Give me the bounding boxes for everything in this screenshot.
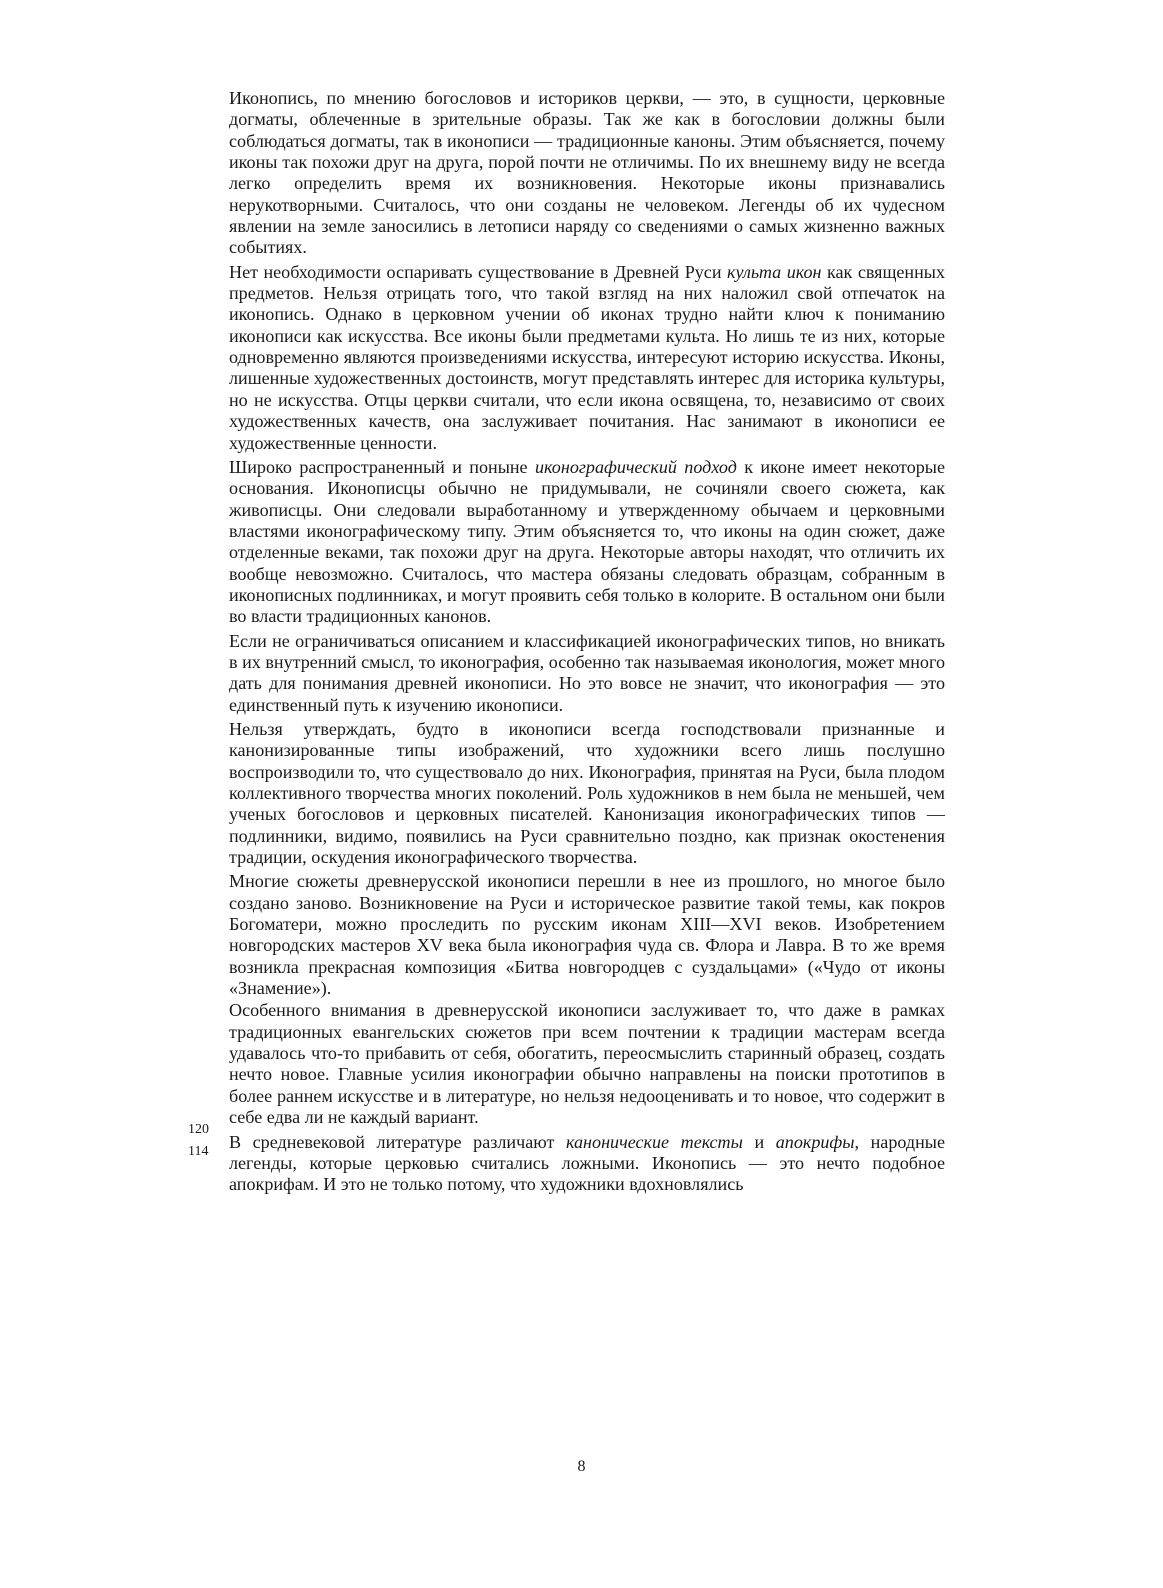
italic-term: культа икон	[727, 261, 822, 282]
paragraph-7	[229, 1000, 945, 1128]
paragraph-5	[229, 719, 945, 868]
margin-note-114: 114	[188, 1144, 209, 1159]
text-run: и	[742, 1131, 776, 1152]
page-number: 8	[577, 1458, 586, 1475]
margin-note-120: 120	[188, 1122, 209, 1137]
text-run: Особенного внимания в древнерусской иконописи заслуживает то, что даже в рамках традиционных евангельских сюжетов при всем почтении к традиции мастерам всегда удавалось что-то прибавить от себя, обогатить, переосмыслить старинный образец, создать нечто новое. Главные усилия иконографии обычно направлены на поиски прототипов в более раннем искусстве и в литературе, но нельзя недооценивать и то новое, что содержит в себе едва ли не каждый вариант.	[229, 1000, 945, 1128]
text-run: Широко распространенный и поныне	[229, 456, 535, 477]
paragraph-4	[229, 631, 945, 716]
paragraph-2	[229, 262, 945, 454]
text-run: к иконе имеет некоторые основания. Иконописцы обычно не придумывали, не сочиняли своего сюжета, как живописцы. Они следовали выработанному и утвержденному обычаем и церковными властями иконографическому типу. Этим объясняется то, что иконы на один сюжет, даже отделенные веками, так похожи друг на друга. Некоторые авторы находят, что отличить их вообще невозможно. Считалось, что мастера обязаны следовать образцам, собранным в иконописных подлинниках, и могут проявить себя только в колорите. В остальном они были во власти традиционных канонов.	[229, 456, 945, 627]
text-run: Многие сюжеты древнерусской иконописи перешли в нее из прошлого, но многое было создано заново. Возникновение на Руси и историческое развитие такой темы, как покров Богоматери, можно проследить по русским иконам XIII—XVI веков. Изобретением новгородских мастеров XV века была иконография чуда св. Флора и Лавра. В то же время возникла прекрасная композиция «Битва новгородцев с суздальцами» («Чудо от иконы «Знамение»).	[229, 871, 945, 999]
paragraph-1	[229, 88, 945, 259]
italic-term: иконографический подход	[534, 456, 737, 477]
text-run: Если не ограничиваться описанием и классификацией иконографических типов, но вникать в их внутренний смысл, то иконография, особенно так называемая иконология, может много дать для понимания древней иконописи. Но это вовсе не значит, что иконография — это единственный путь к изучению иконописи.	[229, 630, 945, 715]
text-run: Нет необходимости оспаривать существование в Древней Руси	[229, 261, 727, 282]
italic-term: апокрифы	[775, 1131, 855, 1152]
text-run: В средневековой литературе различают	[229, 1131, 566, 1152]
paragraph-6	[229, 871, 945, 999]
main-text	[229, 88, 945, 1199]
paragraph-3	[229, 457, 945, 628]
text-run: как священных предметов. Нельзя отрицать того, что такой взгляд на них наложил свой отпечаток на иконопись. Однако в церковном учении об иконах трудно найти ключ к пониманию иконописи как искусства. Все иконы были предметами культа. Но лишь те из них, которые одновременно являются произведениями искусства, интересуют историю искусства. Иконы, лишенные художественных достоинств, могут представлять интерес для историка культуры, но не искусства. Отцы церкви считали, что если икона освящена, то, независимо от своих художественных качеств, она заслуживает почитания. Нас занимают в иконописи ее художественные ценности.	[229, 261, 946, 453]
text-run: Нельзя утверждать, будто в иконописи всегда господствовали признанные и канонизированные типы изображений, что художники всего лишь послушно воспроизводили то, что существовало до них. Иконография, принятая на Руси, была плодом коллективного творчества многих поколений. Роль художников в нем была не меньшей, чем ученых богословов и церковных писателей. Канонизация иконографических типов — подлинники, видимо, появились на Руси сравнительно поздно, как признак окостенения традиции, оскудения иконографического творчества.	[229, 718, 945, 868]
text-run: , народные легенды, которые церковью считались ложными. Иконопись — это нечто подобное апокрифам. И это не только потому, что художники вдохновлялись	[229, 1131, 945, 1195]
paragraph-8	[229, 1132, 945, 1196]
text-run: Иконопись, по мнению богословов и историков церкви, — это, в сущности, церковные догматы, облеченные в зрительные образы. Так же как в богословии должны были соблюдаться догматы, так в иконописи — традиционные каноны. Этим объясняется, почему иконы так похожи друг на друга, порой почти не отличимы. По их внешнему виду не всегда легко определить время их возникновения. Некоторые иконы признавались нерукотворными. Считалось, что они созданы не человеком. Легенды об их чудесном явлении на земле заносились в летописи наряду со сведениями о самых жизненно важных событиях.	[229, 88, 945, 258]
italic-term: канонические тексты	[565, 1131, 743, 1152]
